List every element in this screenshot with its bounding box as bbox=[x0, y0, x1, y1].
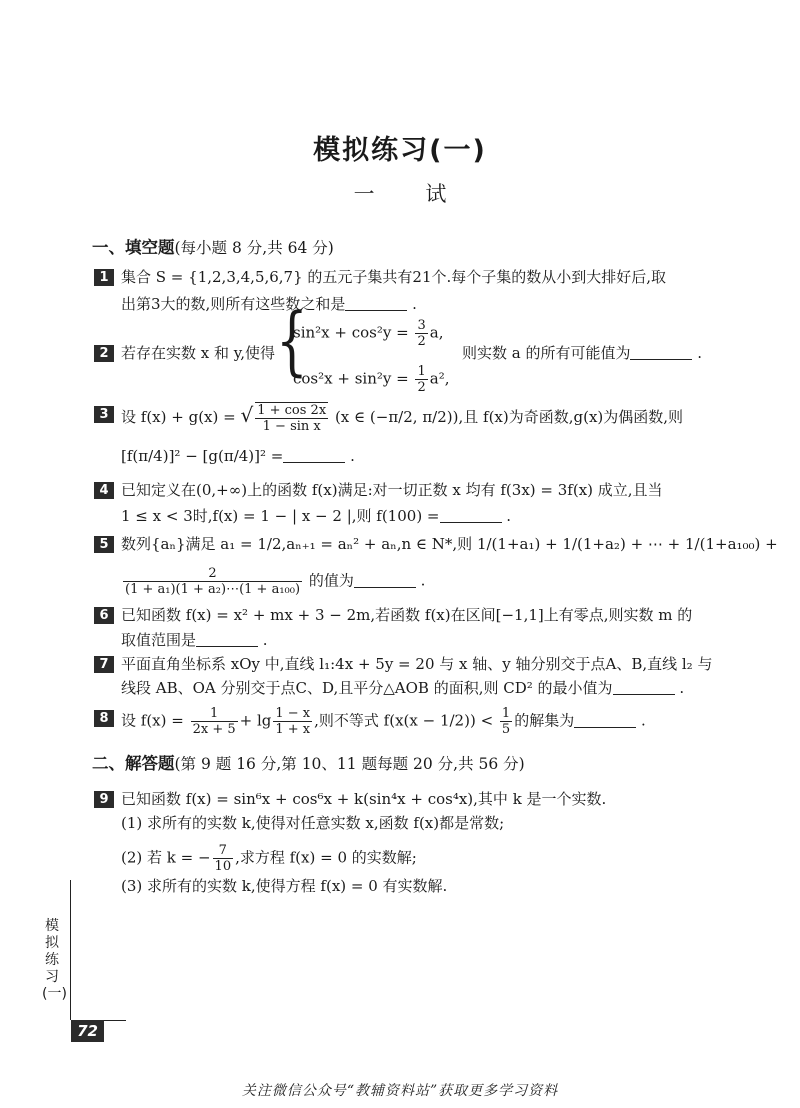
problem-9-line-1: 已知函数 f(x) = sin⁶x + cos⁶x + k(sin⁴x + cos⁴x),其中 k 是一个实数. bbox=[121, 790, 607, 808]
answer-blank bbox=[574, 713, 636, 728]
problem-1-line-1: 集合 S = {1,2,3,4,5,6,7} 的五元子集共有21个.每个子集的数从小到大排好后,取 bbox=[121, 268, 667, 286]
problem-number-3: 3 bbox=[94, 406, 114, 423]
eq1-tail: a, bbox=[429, 323, 444, 342]
section-heading-text: 一、填空题 bbox=[92, 238, 175, 257]
problem-6-text: 取值范围是 bbox=[121, 631, 197, 649]
frac-den: 1 − sin x bbox=[262, 419, 321, 434]
frac-den: 5 bbox=[501, 722, 511, 737]
problem-number-2: 2 bbox=[94, 345, 114, 362]
problem-3-line-1 bbox=[121, 402, 683, 434]
sqrt-fraction bbox=[255, 402, 328, 434]
problem-2-equation-1 bbox=[293, 318, 443, 349]
problem-6-line-1: 已知函数 f(x) = x² + mx + 3 − 2m,若函数 f(x)在区间[−1,1]上有零点,则实数 m 的 bbox=[121, 606, 693, 624]
problem-6-line-2: 取值范围是 . bbox=[121, 631, 268, 649]
answer-blank bbox=[283, 448, 345, 463]
fraction bbox=[415, 318, 427, 349]
fraction bbox=[273, 706, 312, 737]
problem-7-text: 线段 AB、OA 分别交于点C、D,且平分△AOB 的面积,则 CD² 的最小值为 bbox=[121, 679, 613, 697]
side-rule bbox=[70, 880, 71, 1020]
side-label: 模拟练习(一) bbox=[42, 918, 67, 1002]
problem-number-5: 5 bbox=[94, 536, 114, 553]
frac-num: 1 bbox=[417, 364, 426, 379]
problem-5-line-1 bbox=[121, 534, 778, 554]
answer-blank bbox=[613, 680, 675, 695]
answer-blank bbox=[345, 296, 407, 311]
fraction bbox=[123, 566, 302, 597]
section-fill-in-heading bbox=[92, 234, 334, 258]
problem-8-text-b: + lg bbox=[239, 711, 272, 730]
footer-note: 关注微信公众号“教辅资料站”获取更多学习资料 bbox=[241, 1083, 559, 1099]
frac-num: 1 bbox=[191, 706, 238, 722]
sqrt-sign: √ bbox=[240, 403, 254, 427]
frac-den: 2x + 5 bbox=[192, 722, 236, 737]
part-2-text-b: ,求方程 f(x) = 0 的实数解; bbox=[235, 848, 417, 867]
section-note: (每小题 8 分,共 64 分) bbox=[174, 239, 334, 257]
frac-num: 1 + cos 2x bbox=[257, 403, 327, 418]
answer-blank bbox=[440, 508, 502, 523]
problem-3-text-a: 设 f(x) + g(x) = bbox=[121, 408, 241, 426]
eq2-text: cos²x + sin²y = bbox=[293, 369, 414, 388]
frac-num: 1 bbox=[501, 706, 511, 721]
section-note: (第 9 题 16 分,第 10、11 题每题 20 分,共 56 分) bbox=[174, 755, 525, 773]
problem-4-line-2: 1 ≤ x < 3时,f(x) = 1 − | x − 2 |,则 f(100) = . bbox=[121, 507, 512, 525]
fraction bbox=[213, 843, 234, 874]
section-answer-heading bbox=[92, 750, 525, 774]
problem-7-line-2: 线段 AB、OA 分别交于点C、D,且平分△AOB 的面积,则 CD² 的最小值为 . bbox=[121, 679, 685, 697]
problem-8-text-c: ,则不等式 f(x(x − 1/2)) < bbox=[314, 711, 498, 730]
problem-number-9: 9 bbox=[94, 791, 114, 808]
frac-num: 3 bbox=[417, 318, 426, 333]
problem-9-part-1: (1) 求所有的实数 k,使得对任意实数 x,函数 f(x)都是常数; bbox=[121, 814, 505, 832]
problem-2-suffix: 则实数 a 的所有可能值为 . bbox=[462, 344, 703, 362]
problem-2-equation-2 bbox=[293, 364, 449, 395]
problem-8-text-d: 的解集为 bbox=[514, 711, 575, 730]
frac-den: 2 bbox=[417, 334, 426, 349]
problem-9-part-3: (3) 求所有的实数 k,使得方程 f(x) = 0 有实数解. bbox=[121, 877, 448, 895]
page-title: 模拟练习(一) bbox=[313, 135, 487, 166]
fraction bbox=[415, 364, 427, 395]
problem-4-line-1: 已知定义在(0,+∞)上的函数 f(x)满足:对一切正数 x 均有 f(3x) = 3f(x) 成立,且当 bbox=[121, 481, 663, 499]
frac-num: 2 bbox=[123, 566, 302, 582]
eq2-tail: a², bbox=[429, 369, 450, 388]
problem-1-text: 出第3大的数,则所有这些数之和是 bbox=[121, 295, 346, 313]
section-heading-text: 二、解答题 bbox=[92, 754, 175, 773]
page-subtitle: 一 试 bbox=[353, 182, 469, 206]
problem-number-8: 8 bbox=[94, 710, 114, 727]
page-number: 72 bbox=[71, 1020, 104, 1042]
frac-num: 7 bbox=[213, 843, 234, 859]
problem-5-text-a: 数列{aₙ}满足 a₁ = 1/2,aₙ₊₁ = aₙ² + aₙ,n ∈ N*,则 bbox=[121, 535, 473, 553]
problem-1-line-2: 出第3大的数,则所有这些数之和是 . bbox=[121, 295, 417, 313]
system-brace: { bbox=[276, 297, 308, 385]
problem-7-line-1: 平面直角坐标系 xOy 中,直线 l₁:4x + 5y = 20 与 x 轴、y 轴分别交于点A、B,直线 l₂ 与 bbox=[121, 655, 713, 673]
problem-4-text: 1 ≤ x < 3时,f(x) = 1 − | x − 2 |,则 f(100) = bbox=[121, 507, 440, 525]
fraction bbox=[191, 706, 238, 737]
eq1-text: sin²x + cos²y = bbox=[293, 323, 414, 342]
problem-8-text-a: 设 f(x) = bbox=[121, 711, 189, 730]
problem-number-4: 4 bbox=[94, 482, 114, 499]
problem-number-7: 7 bbox=[94, 656, 114, 673]
frac-den: 2 bbox=[417, 380, 426, 395]
problem-5-text-c: 的值为 bbox=[308, 571, 354, 590]
problem-3-text-c: [f(π/4)]² − [g(π/4)]² = bbox=[121, 447, 284, 465]
problem-2-prefix: 若存在实数 x 和 y,使得 bbox=[121, 344, 276, 362]
problem-8-line-1: 设 f(x) = $\frac{1}{2x + 5}$ + lg $\frac{1 - x}{1 + x}$ ,则不等式 f(x(x − 1/2)) < $\frac{1}{5}$ 的解集为 . bbox=[121, 706, 646, 737]
problem-5-line-2: $\frac{2}{\text{(1 + a₁)(1 + a₂)⋯(1 + a₁₀₀)}}$ 的值为 . bbox=[125, 566, 426, 597]
problem-9-part-2 bbox=[121, 843, 417, 874]
answer-blank bbox=[196, 632, 258, 647]
frac-num: 1 − x bbox=[275, 706, 311, 721]
part-2-text-a: (2) 若 k = − bbox=[121, 848, 211, 867]
frac-den: (1 + a₁)(1 + a₂)⋯(1 + a₁₀₀) bbox=[125, 582, 301, 597]
frac-den: 10 bbox=[214, 859, 232, 874]
problem-number-6: 6 bbox=[94, 607, 114, 624]
problem-number-1: 1 bbox=[94, 269, 114, 286]
answer-blank bbox=[354, 573, 416, 588]
problem-3-text-b: (x ∈ (−π/2, π/2)),且 f(x)为奇函数,g(x)为偶函数,则 bbox=[334, 408, 684, 426]
frac-den: 1 + x bbox=[275, 722, 311, 737]
answer-blank bbox=[630, 345, 692, 360]
problem-2-suffix-text: 则实数 a 的所有可能值为 bbox=[462, 344, 631, 362]
fraction bbox=[500, 706, 512, 737]
problem-3-line-2: [f(π/4)]² − [g(π/4)]² = . bbox=[121, 447, 355, 465]
problem-5-text-b: 1/(1+a₁) + 1/(1+a₂) + ⋯ + 1/(1+a₁₀₀) + bbox=[476, 535, 778, 553]
